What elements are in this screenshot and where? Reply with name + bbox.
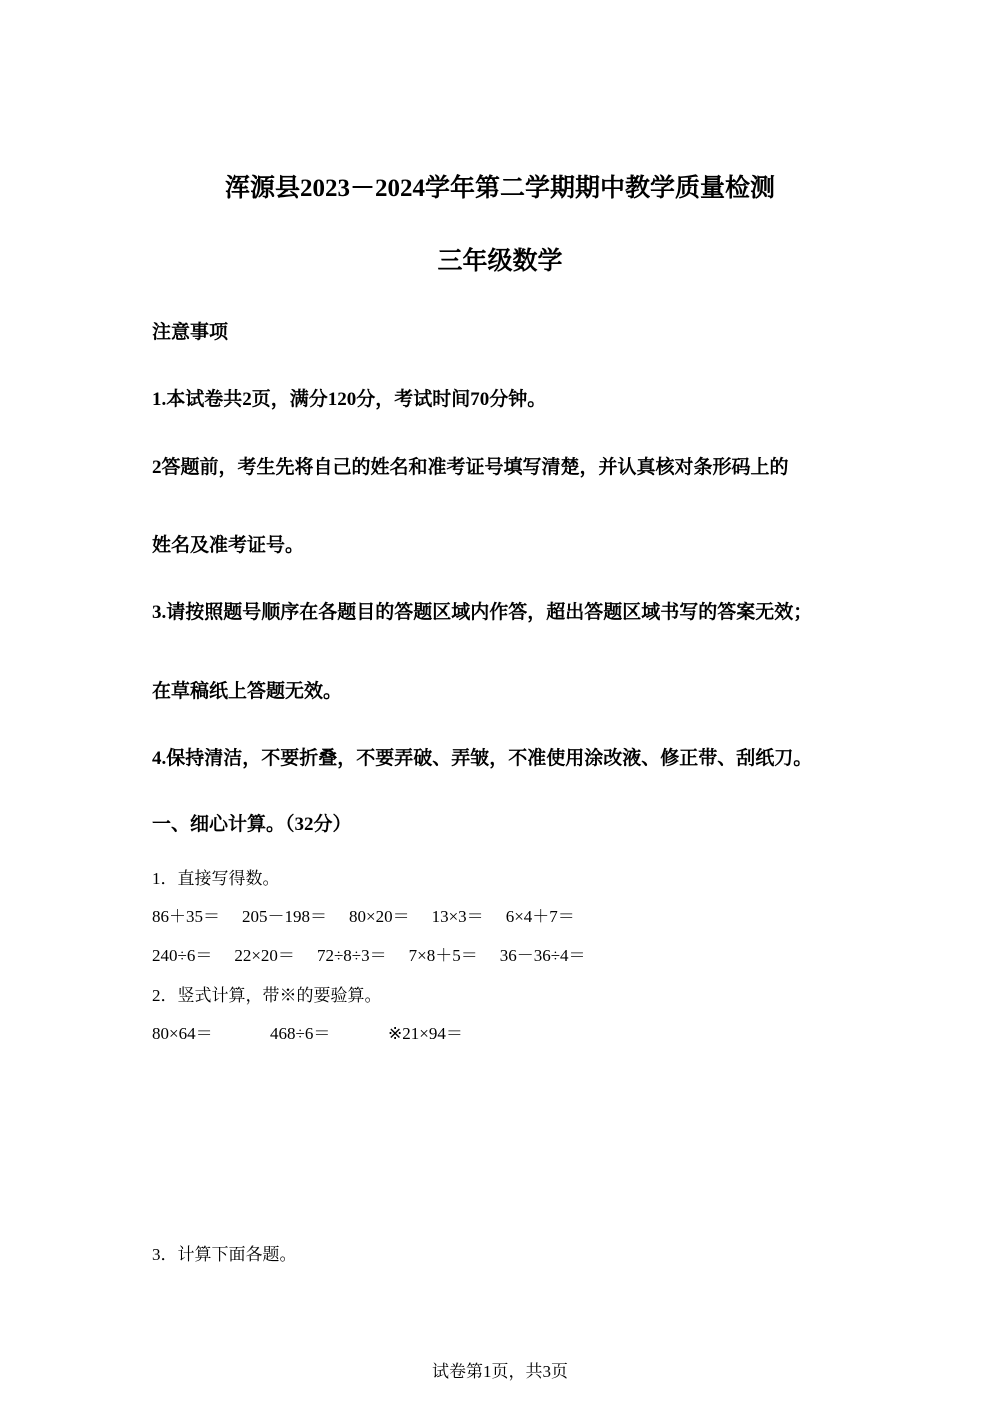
exam-title: 浑源县2023－2024学年第二学期期中教学质量检测 [224, 175, 775, 202]
exam-subtitle: 三年级数学 [437, 248, 563, 275]
notice-item-2-cont: 姓名及准考证号。 [152, 535, 305, 556]
problem-item: 7×8＋5＝ [408, 946, 478, 965]
problem-item: 240÷6＝ [152, 946, 213, 965]
problem-item: 72÷8÷3＝ [316, 946, 387, 965]
problem-item: 205－198＝ [242, 907, 327, 926]
problem-item: ※21×94＝ [388, 1024, 463, 1043]
problem-item: 86＋35＝ [152, 907, 220, 926]
notice-item-2: 2答题前，考生先将自己的姓名和准考证号填写清楚，并认真核对条形码上的 [152, 457, 789, 478]
notice-item-3-cont: 在草稿纸上答题无效。 [152, 681, 343, 702]
vertical-calc-row [152, 1019, 463, 1044]
notice-heading: 注意事项 [152, 322, 229, 343]
notice-item-4: 4.保持清洁，不要折叠，不要弄破、弄皱，不准使用涂改液、修正带、刮纸刀。 [152, 748, 813, 769]
problem-item: 22×20＝ [234, 946, 295, 965]
notice-item-3: 3.请按照题号顺序在各题目的答题区域内作答，超出答题区域书写的答案无效； [152, 602, 813, 623]
mental-math-row-2 [152, 941, 586, 966]
problem-item: 80×64＝ [152, 1024, 213, 1043]
page-footer: 试卷第1页，共3页 [432, 1362, 568, 1381]
question-3-label: 3．计算下面各题。 [152, 1245, 297, 1264]
problem-item: 468÷6＝ [270, 1024, 331, 1043]
problem-item: 13×3＝ [431, 907, 484, 926]
section-heading: 一、细心计算。（32分） [152, 814, 352, 835]
mental-math-row-1 [152, 902, 575, 927]
problem-item: 6×4＋7＝ [505, 907, 575, 926]
notice-item-1: 1.本试卷共2页，满分120分，考试时间70分钟。 [152, 389, 547, 410]
problem-item: 80×20＝ [349, 907, 410, 926]
problem-item: 36－36÷4＝ [499, 946, 586, 965]
question-2-label: 2．竖式计算，带※的要验算。 [152, 986, 382, 1005]
question-1-label: 1．直接写得数。 [152, 869, 280, 888]
